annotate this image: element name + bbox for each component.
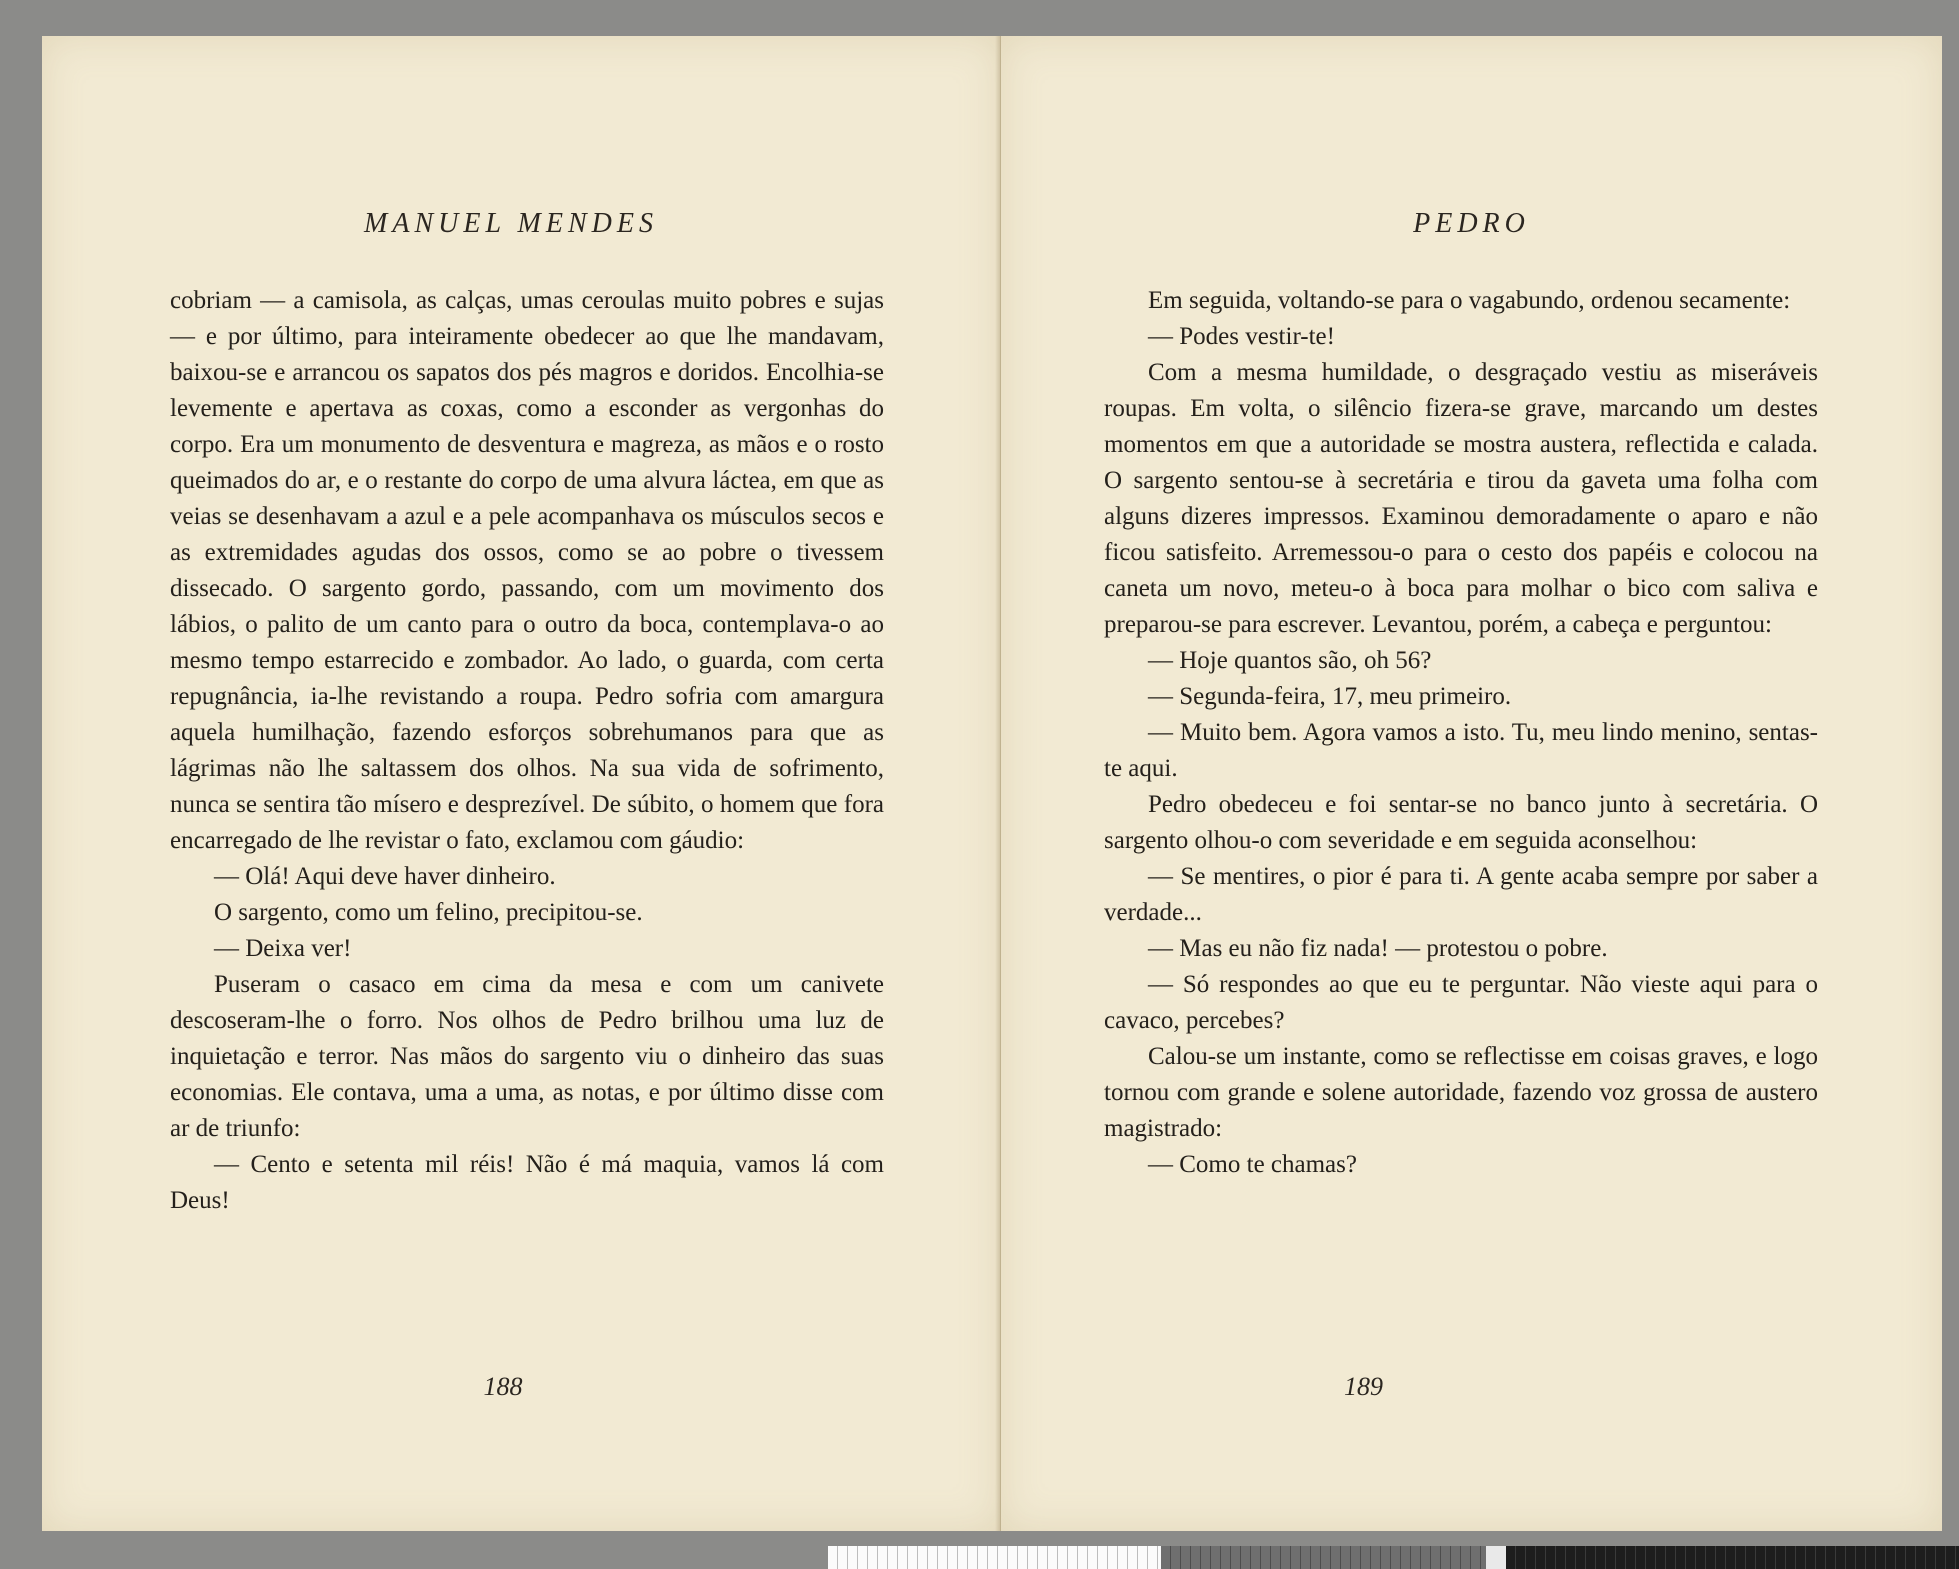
left-page xyxy=(42,36,1001,1531)
paragraph: — Se mentires, o pior é para ti. A gente acaba sempre por saber a verdade... xyxy=(1104,863,1818,926)
paragraph: — Como te chamas? xyxy=(1148,1151,1357,1178)
paragraph: — Muito bem. Agora vamos a isto. Tu, meu lindo menino, sentas-te aqui. xyxy=(1104,719,1818,782)
paragraph: Puseram o casaco em cima da mesa e com um canivete descoseram-lhe o forro. Nos olhos de Pedro brilhou uma luz de inquietação e terror. Nas mãos do sargento viu o dinheiro das suas economias. Ele contava, uma a uma, as notas, e por último disse com ar de triunfo: xyxy=(170,971,884,1142)
right-page xyxy=(1001,36,1942,1531)
left-running-head: MANUEL MENDES xyxy=(364,208,658,239)
paragraph: Em seguida, voltando-se para o vagabundo, ordenou secamente: xyxy=(1148,287,1791,314)
paragraph: — Podes vestir-te! xyxy=(1148,323,1335,350)
scale-bar-white-segment xyxy=(828,1546,1161,1569)
right-page-number: 189 xyxy=(1344,1372,1383,1401)
paragraph: Com a mesma humildade, o desgraçado vestiu as miseráveis roupas. Em volta, o silêncio fizera-se grave, marcando um destes momentos em que a autoridade se mostra austera, reflectida e calada. O sargento sentou-se à secretária e tirou da gaveta uma folha com alguns dizeres impressos. Examinou demoradamente o aparo e não ficou satisfeito. Arremessou-o para o cesto dos papéis e colocou na caneta um novo, meteu-o à boca para molhar o bico com saliva e preparou-se para escrever. Levantou, porém, a cabeça e perguntou: xyxy=(1104,359,1818,638)
right-running-head: PEDRO xyxy=(1413,208,1530,239)
paragraph: — Olá! Aqui deve haver dinheiro. xyxy=(214,863,556,890)
left-page-text xyxy=(170,283,884,1219)
scale-bar-black-segment xyxy=(1506,1546,1959,1569)
paragraph: — Segunda-feira, 17, meu primeiro. xyxy=(1148,683,1512,710)
paragraph: cobriam — a camisola, as calças, umas ceroulas muito pobres e sujas — e por último, para inteiramente obedecer ao que lhe mandavam, baixou-se e arrancou os sapatos dos pés magros e doridos. Encolhia-se levemente e apertava as coxas, como a esconder as vergonhas do corpo. Era um monumento de desventura e magreza, as mãos e o rosto queimados do ar, e o restante do corpo de uma alvura láctea, em que as veias se desenhavam a azul e a pele acompanhava os músculos secos e as extremidades agudas dos ossos, como se ao pobre o tivessem dissecado. O sargento gordo, passando, com um movimento dos lábios, o palito de um canto para o outro da boca, contemplava-o ao mesmo tempo estarrecido e zombador. Ao lado, o guarda, com certa repugnância, ia-lhe revistando a roupa. Pedro sofria com amargura aquela humilhação, fazendo esforços sobrehumanos para que as lágrimas não lhe saltassem dos olhos. Na sua vida de sofrimento, nunca se sentira tão mísero e desprezível. De súbito, o homem que fora encarregado de lhe revistar o fato, exclamou com gáudio: xyxy=(170,287,884,854)
paragraph: — Hoje quantos são, oh 56? xyxy=(1148,647,1432,674)
scale-bar-light-segment xyxy=(1486,1546,1506,1569)
paragraph: — Mas eu não fiz nada! — protestou o pobre. xyxy=(1148,935,1608,962)
left-page-number: 188 xyxy=(483,1372,523,1401)
paragraph: Calou-se um instante, como se reflectisse em coisas graves, e logo tornou com grande e solene autoridade, fazendo voz grossa de austero magistrado: xyxy=(1104,1043,1818,1142)
paragraph: O sargento, como um felino, precipitou-se. xyxy=(214,899,643,926)
right-page-text xyxy=(1104,283,1818,1183)
paragraph: — Cento e setenta mil réis! Não é má maquia, vamos lá com Deus! xyxy=(170,1151,884,1214)
scan-scale-bar xyxy=(828,1546,1959,1569)
paragraph: — Só respondes ao que eu te perguntar. Não vieste aqui para o cavaco, percebes? xyxy=(1104,971,1818,1034)
paragraph: — Deixa ver! xyxy=(214,935,352,962)
scale-bar-gray-segment xyxy=(1161,1546,1486,1569)
paragraph: Pedro obedeceu e foi sentar-se no banco junto à secretária. O sargento olhou-o com severidade e em seguida aconselhou: xyxy=(1104,791,1818,854)
